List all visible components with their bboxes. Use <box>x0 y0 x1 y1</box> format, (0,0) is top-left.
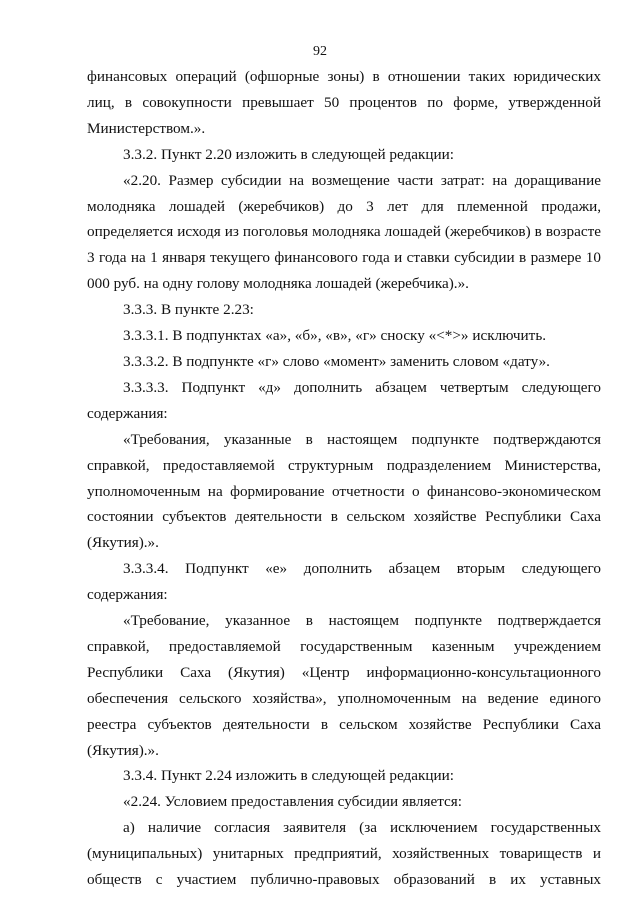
paragraph-offshore-continuation: финансовых операций (офшорные зоны) в отношении таких юридических лиц, в совокупности превышает 50 процентов по форме, утвержденной Министерством.». <box>87 68 601 137</box>
paragraph-3-3-3: 3.3.3. В пункте 2.23: <box>123 301 254 319</box>
paragraph-3-3-4: 3.3.4. Пункт 2.24 изложить в следующей редакции: <box>123 767 454 785</box>
paragraph-subitem-a: а) наличие согласия заявителя (за исключением государственных (муниципальных) унитарных предприятий, хозяйственных товариществ и обществ с участием публично-правовых образований в их уставных <box>87 819 601 889</box>
paragraph-3-3-2: 3.3.2. Пункт 2.20 изложить в следующей редакции: <box>123 145 454 163</box>
paragraph-2-20-quote: «2.20. Размер субсидии на возмещение части затрат: на доращивание молодняка лошадей (жеребчиков) до 3 лет для племенной продажи, определяется исходя из поголовья молодняка лошадей (жеребчиков) в возрасте 3 года на 1 января текущего финансового года и ставки субсидии в размере 10 000 руб. на одну голову молодняка лошадей (жеребчика).». <box>87 171 601 293</box>
paragraph-3-3-3-3: 3.3.3.3. Подпункт «д» дополнить абзацем четвертым следующего содержания: <box>87 378 601 422</box>
paragraph-3-3-3-4: 3.3.3.4. Подпункт «е» дополнить абзацем вторым следующего содержания: <box>87 560 601 604</box>
document-body <box>87 64 601 893</box>
paragraph-requirement-quote: «Требование, указанное в настоящем подпункте подтверждается справкой, предоставляемой государственным казенным учреждением Республики Саха (Якутия) «Центр информационно-консультационного обеспечения сельского хозяйства», уполномоченным на ведение единого реестра субъектов деятельности в сельском хозяйстве Республики Саха (Якутия).». <box>87 612 601 759</box>
paragraph-3-3-3-1: 3.3.3.1. В подпунктах «а», «б», «в», «г» сноску «<*>» исключить. <box>123 327 547 345</box>
paragraph-3-3-3-2: 3.3.3.2. В подпункте «г» слово «момент» заменить словом «дату». <box>123 352 550 370</box>
paragraph-2-24-quote: «2.24. Условием предоставления субсидии является: <box>123 793 462 811</box>
paragraph-requirements-quote: «Требования, указанные в настоящем подпункте подтверждаются справкой, предоставляемой структурным подразделением Министерства, уполномоченным на формирование отчетности о финансово-экономическом состоянии субъектов деятельности в сельском хозяйстве Республики Саха (Якутия).». <box>87 430 601 552</box>
page-number: 92 <box>313 44 327 59</box>
